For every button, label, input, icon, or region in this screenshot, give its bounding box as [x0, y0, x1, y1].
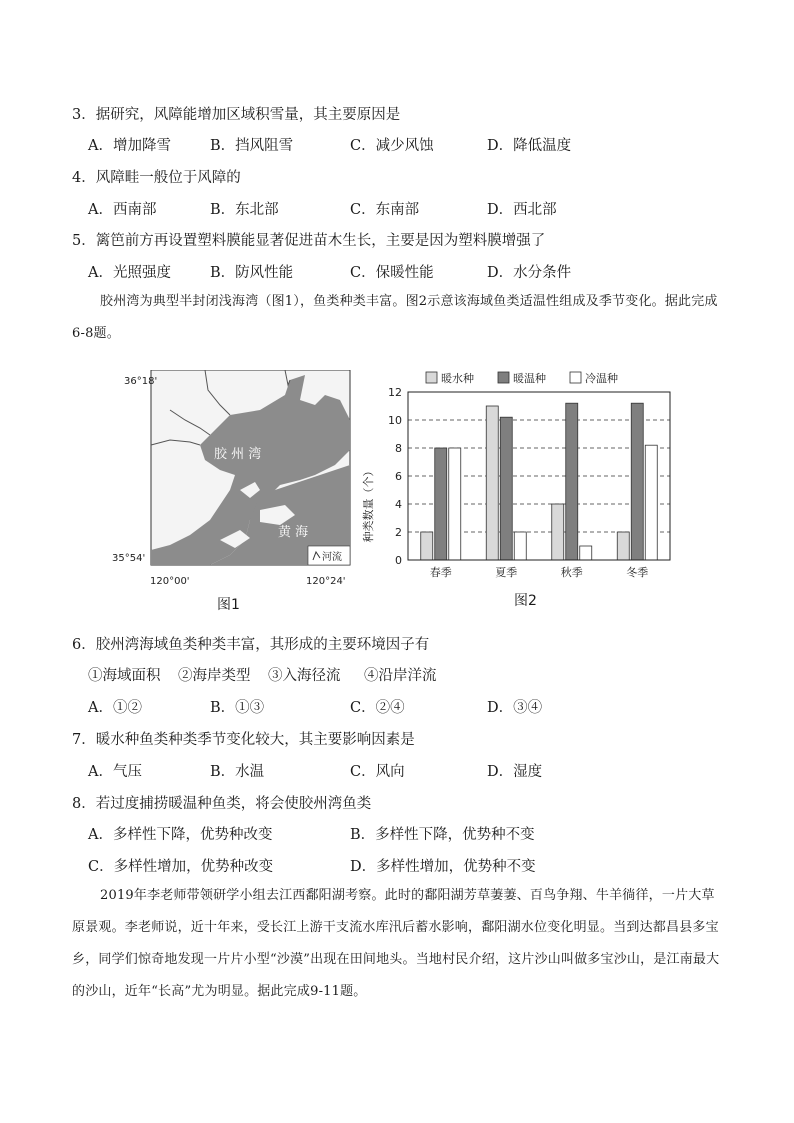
- legend-label: 河流: [322, 552, 342, 563]
- figure-2-caption: 图2: [514, 593, 537, 609]
- question-3-stem: 3．据研究，风障能增加区域积雪量，其主要原因是: [72, 107, 401, 123]
- chart-x-tick-label: 秋季: [560, 566, 583, 579]
- chart-bar: [631, 403, 643, 560]
- chart-y-tick-label: 12: [388, 386, 402, 399]
- question-3-option-b[interactable]: B．挡风阻雪: [210, 138, 294, 154]
- question-3-option-a[interactable]: A．增加降雪: [88, 138, 171, 154]
- question-6-option-c[interactable]: C．②④: [350, 700, 405, 716]
- chart-legend-swatch: [498, 372, 509, 383]
- bay-label: 胶 州 湾: [214, 447, 262, 462]
- question-5-option-d[interactable]: D．水分条件: [487, 265, 572, 281]
- chart-legend-label: 暖水种: [441, 372, 474, 385]
- chart-legend-swatch: [426, 372, 437, 383]
- question-5-option-c[interactable]: C．保暖性能: [350, 265, 434, 281]
- chart-x-tick-label: 夏季: [495, 566, 518, 579]
- question-4-option-a[interactable]: A．西南部: [88, 202, 157, 218]
- question-8-option-a[interactable]: A．多样性下降，优势种改变: [88, 827, 273, 843]
- question-5-stem: 5．篱笆前方再设置塑料膜能显著促进苗木生长，主要是因为塑料膜增强了: [72, 233, 546, 249]
- question-3-option-c[interactable]: C．减少风蚀: [350, 138, 434, 154]
- question-8-option-b[interactable]: B．多样性下降，优势种不变: [350, 827, 535, 843]
- question-7-option-c[interactable]: C．风向: [350, 764, 405, 780]
- question-3-option-d[interactable]: D．降低温度: [487, 138, 572, 154]
- lat-bottom-label: 35°54': [112, 553, 146, 564]
- chart-legend-label: 冷温种: [585, 372, 618, 385]
- chart-bar: [566, 403, 578, 560]
- lon-right-label: 120°24': [306, 576, 346, 587]
- chart-bar: [617, 532, 629, 560]
- sea-label: 黄 海: [278, 525, 309, 540]
- question-7-stem: 7．暖水种鱼类种类季节变化较大，其主要影响因素是: [72, 732, 415, 748]
- chart-bar: [552, 504, 564, 560]
- chart-bar: [435, 448, 447, 560]
- question-4-stem: 4．风障畦一般位于风障的: [72, 170, 241, 186]
- question-6-option-a[interactable]: A．①②: [88, 700, 142, 716]
- chart-y-tick-label: 6: [395, 470, 402, 483]
- question-4-option-d[interactable]: D．西北部: [487, 202, 557, 218]
- figure-2-chart: [360, 364, 680, 584]
- question-6-factor-2: ②海岸类型: [178, 668, 251, 684]
- question-8-option-c[interactable]: C．多样性增加，优势种改变: [88, 859, 274, 875]
- chart-y-tick-label: 0: [395, 554, 402, 567]
- question-6-option-b[interactable]: B．①③: [210, 700, 265, 716]
- chart-bar: [514, 532, 526, 560]
- question-6-factor-4: ④沿岸洋流: [364, 668, 437, 684]
- chart-y-tick-label: 4: [395, 498, 402, 511]
- chart-bar: [486, 406, 498, 560]
- chart-y-tick-label: 8: [395, 442, 402, 455]
- passage-6-8: 胶州湾为典型半封闭浅海湾（图1），鱼类种类丰富。图2示意该海域鱼类适温性组成及季节变化。据此完成6-8题。: [72, 294, 718, 341]
- question-5-option-a[interactable]: A．光照强度: [88, 265, 171, 281]
- chart-x-tick-label: 冬季: [626, 566, 649, 579]
- chart-bar: [421, 532, 433, 560]
- chart-y-tick-label: 2: [395, 526, 402, 539]
- chart-legend-swatch: [570, 372, 581, 383]
- question-8-stem: 8．若过度捕捞暖温种鱼类，将会使胶州湾鱼类: [72, 796, 372, 812]
- lon-left-label: 120°00': [150, 576, 190, 587]
- lat-top-label: 36°18': [124, 376, 158, 387]
- question-5-option-b[interactable]: B．防风性能: [210, 265, 294, 281]
- chart-legend-label: 暖温种: [513, 372, 546, 385]
- chart-bar: [449, 448, 461, 560]
- question-4-option-b[interactable]: B．东北部: [210, 202, 279, 218]
- chart-y-axis-label: 种类数量（个）: [362, 465, 375, 543]
- question-7-option-b[interactable]: B．水温: [210, 764, 265, 780]
- figure-1-caption: 图1: [217, 597, 240, 613]
- chart-x-tick-label: 春季: [429, 566, 452, 579]
- chart-bar: [645, 445, 657, 560]
- question-7-option-d[interactable]: D．湿度: [487, 764, 543, 780]
- figure-1-map: [110, 370, 360, 590]
- chart-y-tick-label: 10: [388, 414, 402, 427]
- question-7-option-a[interactable]: A．气压: [88, 764, 142, 780]
- passage-9-11: 2019年李老师带领研学小组去江西鄱阳湖考察。此时的鄱阳湖芳草萋萋、百鸟争翔、牛羊徜徉，一片大草原景观。李老师说，近十年来，受长江上游干支流水库汛后蓄水影响，鄱阳湖水位变化明显。当到达都昌县多宝乡，同学们惊奇地发现一片片小型“沙漠”出现在田间地头。当地村民介绍，这片沙山叫做多宝沙山，是江南最大的沙山，近年“长高”尤为明显。据此完成9-11题。: [72, 888, 720, 999]
- chart-bar: [580, 546, 592, 560]
- question-6-factor-3: ③入海径流: [268, 668, 341, 684]
- chart-bar: [500, 417, 512, 560]
- chart-plot-frame: [408, 392, 670, 560]
- question-4-option-c[interactable]: C．东南部: [350, 202, 420, 218]
- question-6-stem: 6．胶州湾海域鱼类种类丰富，其形成的主要环境因子有: [72, 637, 430, 653]
- question-8-option-d[interactable]: D．多样性增加，优势种不变: [350, 859, 536, 875]
- question-6-factor-1: ①海域面积: [88, 668, 161, 684]
- question-6-option-d[interactable]: D．③④: [487, 700, 543, 716]
